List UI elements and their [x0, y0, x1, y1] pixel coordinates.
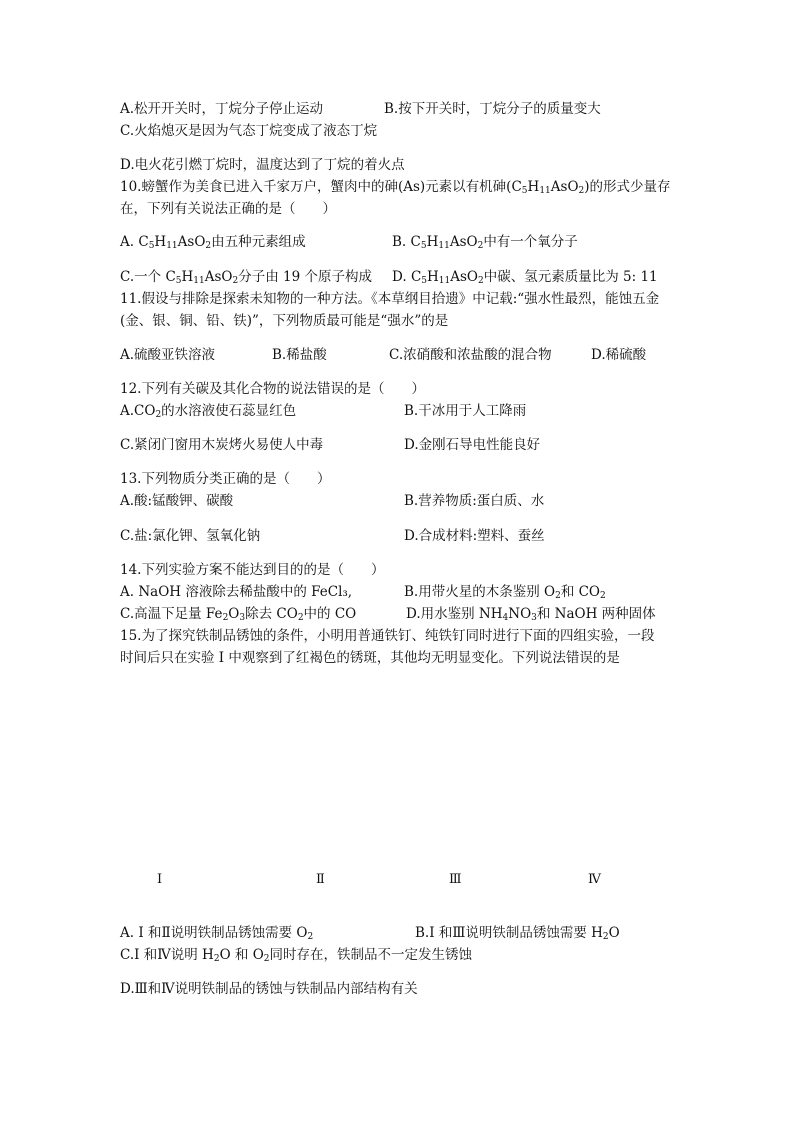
- q11-option-c: C.浓硝酸和浓盐酸的混合物: [389, 347, 552, 363]
- q11-option-a: A.硫酸亚铁溶液: [120, 347, 216, 363]
- q12-option-b: B.干冰用于人工降雨: [404, 403, 527, 419]
- q14-option-c: C.高温下足量 $Fe_2O_3$除去 $CO_2$中的 CO: [120, 606, 357, 623]
- q14-option-a: A. NaOH 溶液除去稀盐酸中的 FeCl₃,: [120, 584, 353, 600]
- q14-option-d: D.用水鉴别 $NH_4NO_3$和 NaOH 两种固体: [406, 606, 656, 623]
- q15-option-c: C.I 和Ⅳ说明 $H_2O$ 和 $O_2$同时存在，铁制品不一定发生锈蚀: [120, 947, 473, 964]
- q15-option-d: D.Ⅲ和Ⅳ说明铁制品的锈蚀与铁制品内部结构有关: [120, 981, 418, 997]
- q12-option-d: D.金刚石导电性能良好: [404, 437, 541, 453]
- q12-option-c: C.紧闭门窗用木炭烤火易使人中毒: [120, 437, 324, 453]
- q11-option-b: B.稀盐酸: [272, 347, 327, 363]
- q13-option-b: B.营养物质:蛋白质、水: [404, 493, 545, 509]
- q13-option-d: D.合成材料:塑料、蚕丝: [404, 528, 545, 544]
- experiment-label-1: Ⅰ: [157, 872, 163, 887]
- experiment-label-4: Ⅳ: [588, 872, 601, 887]
- q9-option-d: D.电火花引燃丁烷时，温度达到了丁烷的着火点: [120, 157, 405, 173]
- q9-option-b: B.按下开关时，丁烷分子的质量变大: [384, 101, 601, 117]
- q14-option-b: B.用带火星的木条鉴别 $O_2$和 $CO_2$: [404, 584, 606, 601]
- q13-option-a: A.酸:锰酸钾、碳酸: [120, 493, 234, 509]
- q15-stem-line1: 15.为了探究铁制品锈蚀的条件，小明用普通铁钉、纯铁钉同时进行下面的四组实验，一段: [120, 628, 655, 644]
- q15-option-b: B.I 和Ⅲ说明铁制品锈蚀需要 $H_2O$: [415, 925, 620, 942]
- q13-stem: 13.下列物质分类正确的是（ ）: [120, 471, 331, 487]
- q10-option-c: C.一个 $C_5H_{11}AsO_2$分子由 19 个原子构成: [120, 269, 372, 286]
- q13-option-c: C.盐:氯化钾、氢氧化钠: [120, 528, 261, 544]
- experiment-label-2: Ⅱ: [316, 872, 325, 887]
- formula-c5h11aso2: $C_5H_{11}AsO_2$: [511, 179, 585, 196]
- q11-option-d: D.稀硫酸: [591, 347, 647, 363]
- q11-stem-line1: 11.假设与排除是探索未知物的一种方法。《本草纲目拾遗》中记载:“强水性最烈，能蚀五金: [120, 291, 660, 307]
- q10-option-d: D. $C_5H_{11}AsO_2$中碳、氢元素质量比为 5: 11: [392, 269, 658, 286]
- q12-option-a: $A.CO_2$的水溶液使石蕊显红色: [120, 403, 297, 420]
- experiment-label-3: Ⅲ: [449, 872, 462, 887]
- q11-stem-line2: (金、银、铜、铅、铁)”，下列物质最可能是“强水”的是: [120, 313, 449, 329]
- q12-stem: 12.下列有关碳及其化合物的说法错误的是（ ）: [120, 381, 425, 397]
- q10-option-a: A. $C_5H_{11}AsO_2$由五种元素组成: [120, 234, 306, 251]
- q10-option-b: B. $C_5H_{11}AsO_2$中有一个氧分子: [392, 234, 578, 251]
- q9-option-c: C.火焰熄灭是因为气态丁烷变成了液态丁烷: [120, 123, 378, 139]
- q10-stem-line2: 在，下列有关说法正确的是（ ）: [120, 201, 336, 217]
- q15-option-a: A. I 和Ⅱ说明铁制品锈蚀需要 $O_2$: [120, 925, 314, 942]
- q15-stem-line2: 时间后只在实验 I 中观察到了红褐色的锈斑，其他均无明显变化。下列说法错误的是: [120, 650, 620, 666]
- q14-stem: 14.下列实验方案不能达到目的的是（ ）: [120, 562, 385, 578]
- q10-stem-line1: 10.螃蟹作为美食已进入千家万户，蟹肉中的砷(As)元素以有机砷$(C_5H_{11}AsO_2)$的形式少量存: [120, 179, 671, 196]
- q9-option-a: A.松开开关时，丁烷分子停止运动: [120, 101, 324, 117]
